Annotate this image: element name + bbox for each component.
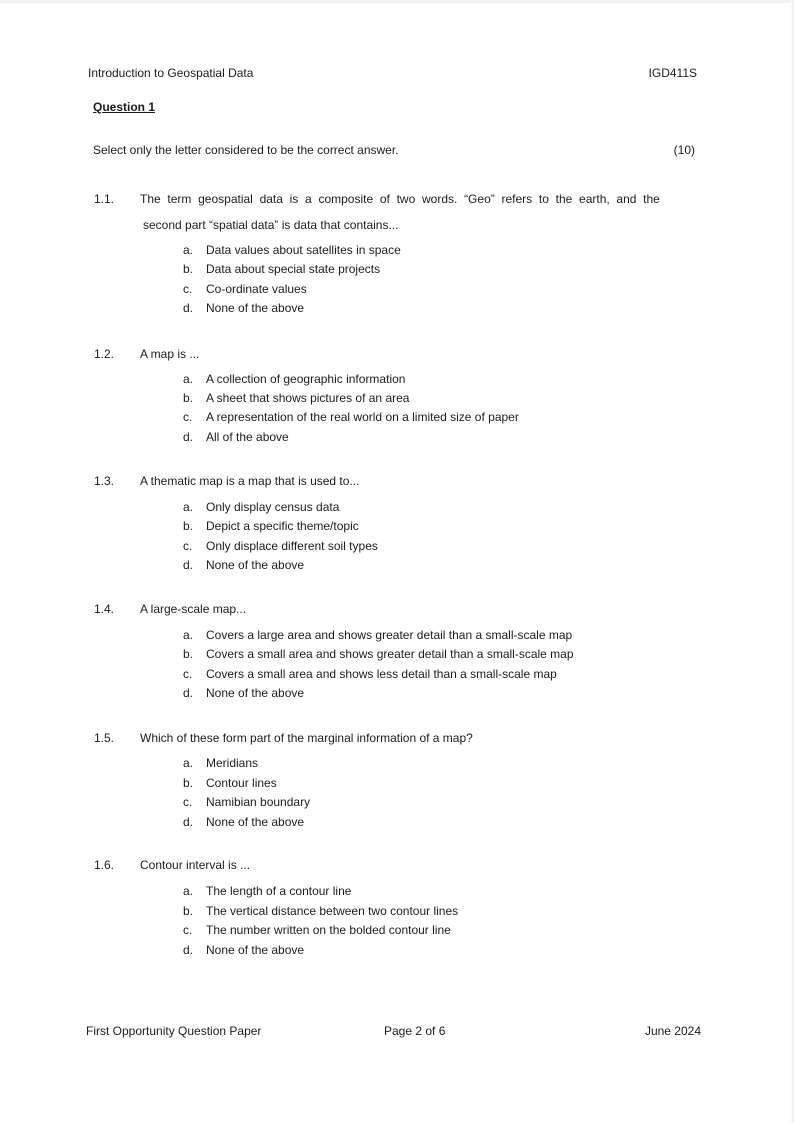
question-number: 1.1. [94,192,115,206]
option-letter: b. [183,262,194,276]
option-letter: a. [183,372,194,386]
question-word: the [643,192,660,206]
question-word: the [555,192,573,206]
footer-date: June 2024 [644,1024,701,1038]
option-text: A sheet that shows pictures of an area [206,391,410,405]
question-text: A large-scale map... [140,602,247,616]
option-text: Only displace different soil types [206,539,378,553]
option-letter: b. [183,647,194,661]
question-word: geospatial [198,192,253,206]
question-word: data [259,192,283,206]
option-text: A representation of the real world on a limited size of paper [206,410,519,424]
option-letter: c. [183,667,193,681]
option-letter: b. [183,519,194,533]
question-text-continuation: second part “spatial data” is data that contains... [143,218,399,232]
question-number: 1.3. [94,474,115,488]
question-word: words. [422,192,458,206]
option-letter: d. [183,558,194,572]
option-text: The vertical distance between two contour lines [206,904,459,918]
option-letter: d. [183,815,194,829]
option-text: Covers a small area and shows less detail than a small-scale map [206,667,557,681]
question-number: 1.6. [94,858,115,872]
course-title: Introduction to Geospatial Data [88,66,254,80]
option-text: Data values about satellites in space [206,243,401,257]
option-letter: a. [183,500,194,514]
option-text: Covers a small area and shows greater detail than a small-scale map [206,647,574,661]
option-letter: a. [183,756,194,770]
option-letter: c. [183,923,193,937]
option-letter: b. [183,776,194,790]
option-letter: d. [183,430,194,444]
scan-top-edge [0,0,794,3]
option-text: Co-ordinate values [206,282,307,296]
question-word: of [379,192,390,206]
question-word: earth, [579,192,610,206]
option-text: A collection of geographic information [206,372,406,386]
option-text: None of the above [206,686,305,700]
option-letter: c. [183,410,193,424]
question-word: and [616,192,637,206]
option-text: None of the above [206,301,305,315]
option-text: Depict a specific theme/topic [206,519,359,533]
option-text: Meridians [206,756,259,770]
option-letter: a. [183,628,194,642]
option-text: Contour lines [206,776,277,790]
option-letter: b. [183,391,194,405]
option-letter: c. [183,282,193,296]
question-text: Which of these form part of the marginal information of a map? [140,731,473,745]
option-text: The number written on the bolded contour line [206,923,451,937]
question-number: 1.5. [94,731,115,745]
option-letter: d. [183,943,194,957]
option-text: Namibian boundary [206,795,311,809]
question-text [140,192,660,206]
option-letter: d. [183,686,194,700]
footer-paper-type: First Opportunity Question Paper [86,1024,262,1038]
question-text: A thematic map is a map that is used to... [140,474,360,488]
option-text: Only display census data [206,500,340,514]
question-word: term [167,192,192,206]
option-text: None of the above [206,558,305,572]
question-word: “Geo” [464,192,495,206]
option-letter: c. [183,539,193,553]
option-letter: b. [183,904,194,918]
section-marks: (10) [673,143,695,157]
option-text: Covers a large area and shows greater detail than a small-scale map [206,628,573,642]
option-letter: c. [183,795,193,809]
question-number: 1.2. [94,347,115,361]
question-text: A map is ... [140,347,200,361]
option-text: Data about special state projects [206,262,381,276]
question-number: 1.4. [94,602,115,616]
question-word: two [396,192,416,206]
option-letter: a. [183,884,194,898]
option-text: The length of a contour line [206,884,352,898]
question-word: composite [318,192,374,206]
section-title: Question 1 [93,100,156,114]
question-word: a [305,192,312,206]
question-word: The [140,192,161,206]
section-instruction: Select only the letter considered to be the correct answer. [93,143,399,157]
question-word: is [289,192,299,206]
question-word: refers [501,192,533,206]
option-text: None of the above [206,943,305,957]
question-word: to [538,192,549,206]
question-text: Contour interval is ... [140,858,251,872]
option-text: All of the above [206,430,289,444]
footer-page-number: Page 2 of 6 [384,1024,446,1038]
option-letter: d. [183,301,194,315]
course-code: IGD411S [648,66,697,80]
option-letter: a. [183,243,194,257]
option-text: None of the above [206,815,305,829]
